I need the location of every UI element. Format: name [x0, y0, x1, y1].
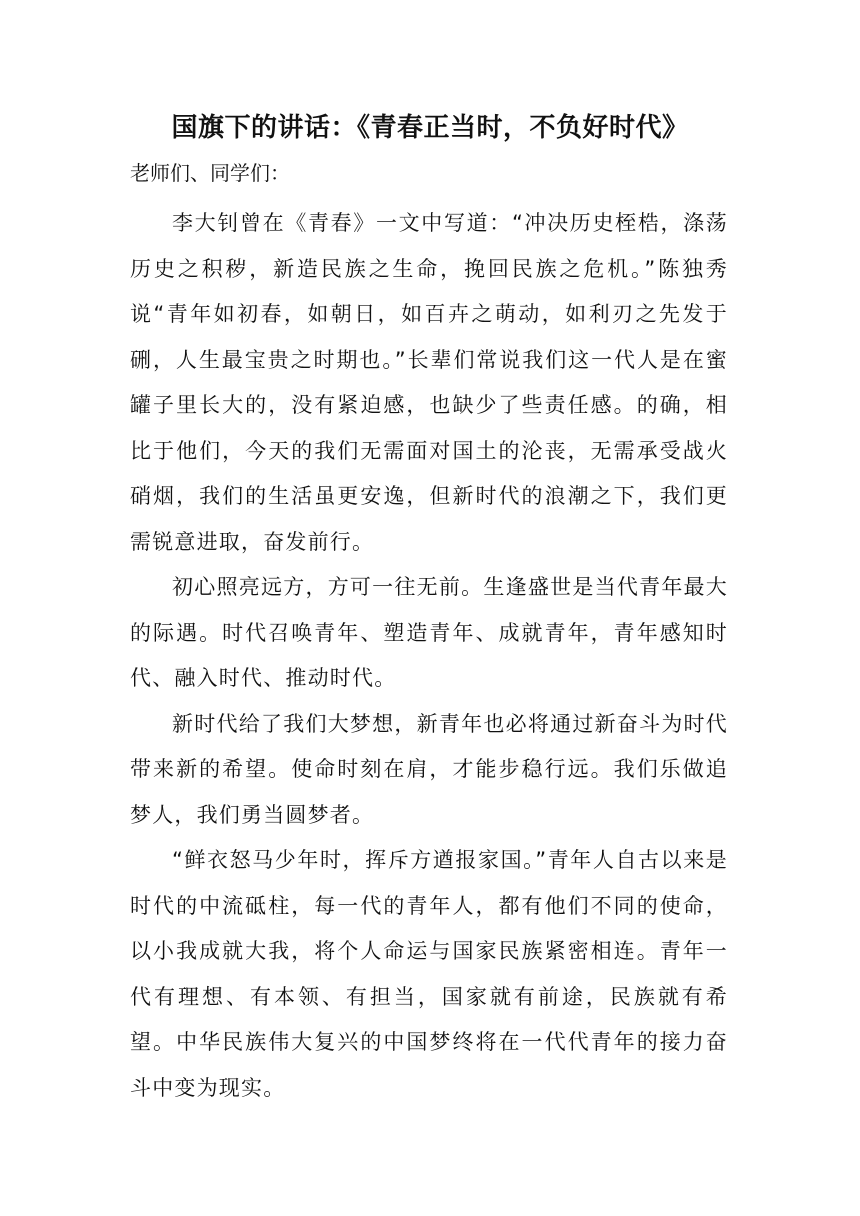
paragraph-2: 初心照亮远方，方可一往无前。生逢盛世是当代青年最大的际遇。时代召唤青年、塑造青年、成就青年，青年感知时代、融入时代、推动时代。 — [130, 575, 728, 690]
speech-body — [130, 201, 728, 1111]
paragraph-3: 新时代给了我们大梦想，新青年也必将通过新奋斗为时代带来新的希望。使命时刻在肩，才能步稳行远。我们乐做追梦人，我们勇当圆梦者。 — [130, 711, 728, 827]
paragraph-1: 李大钊曾在《青春》一文中写道：“冲决历史桎梏，涤荡历史之积秽，新造民族之生命，挽回民族之危机。”陈独秀说“青年如初春，如朝日，如百卉之萌动，如利刃之先发于硎，人生最宝贵之时期也。”长辈们常说我们这一代人是在蜜罐子里长大的，没有紧迫感，也缺少了些责任感。的确，相比于他们，今天的我们无需面对国土的沦丧，无需承受战火硝烟，我们的生活虽更安逸，但新时代的浪潮之下，我们更需锐意进取，奋发前行。 — [130, 211, 728, 554]
paragraph-4: “鲜衣怒马少年时，挥斥方遒报家国。”青年人自古以来是时代的中流砥柱，每一代的青年人，都有他们不同的使命，以小我成就大我，将个人命运与国家民族紧密相连。青年一代有理想、有本领、有担当，国家就有前途，民族就有希望。中华民族伟大复兴的中国梦终将在一代代青年的接力奋斗中变为现实。 — [130, 848, 728, 1100]
salutation: 老师们、同学们： — [130, 161, 290, 185]
document-title: 国旗下的讲话：《青春正当时，不负好时代》 — [171, 113, 689, 143]
